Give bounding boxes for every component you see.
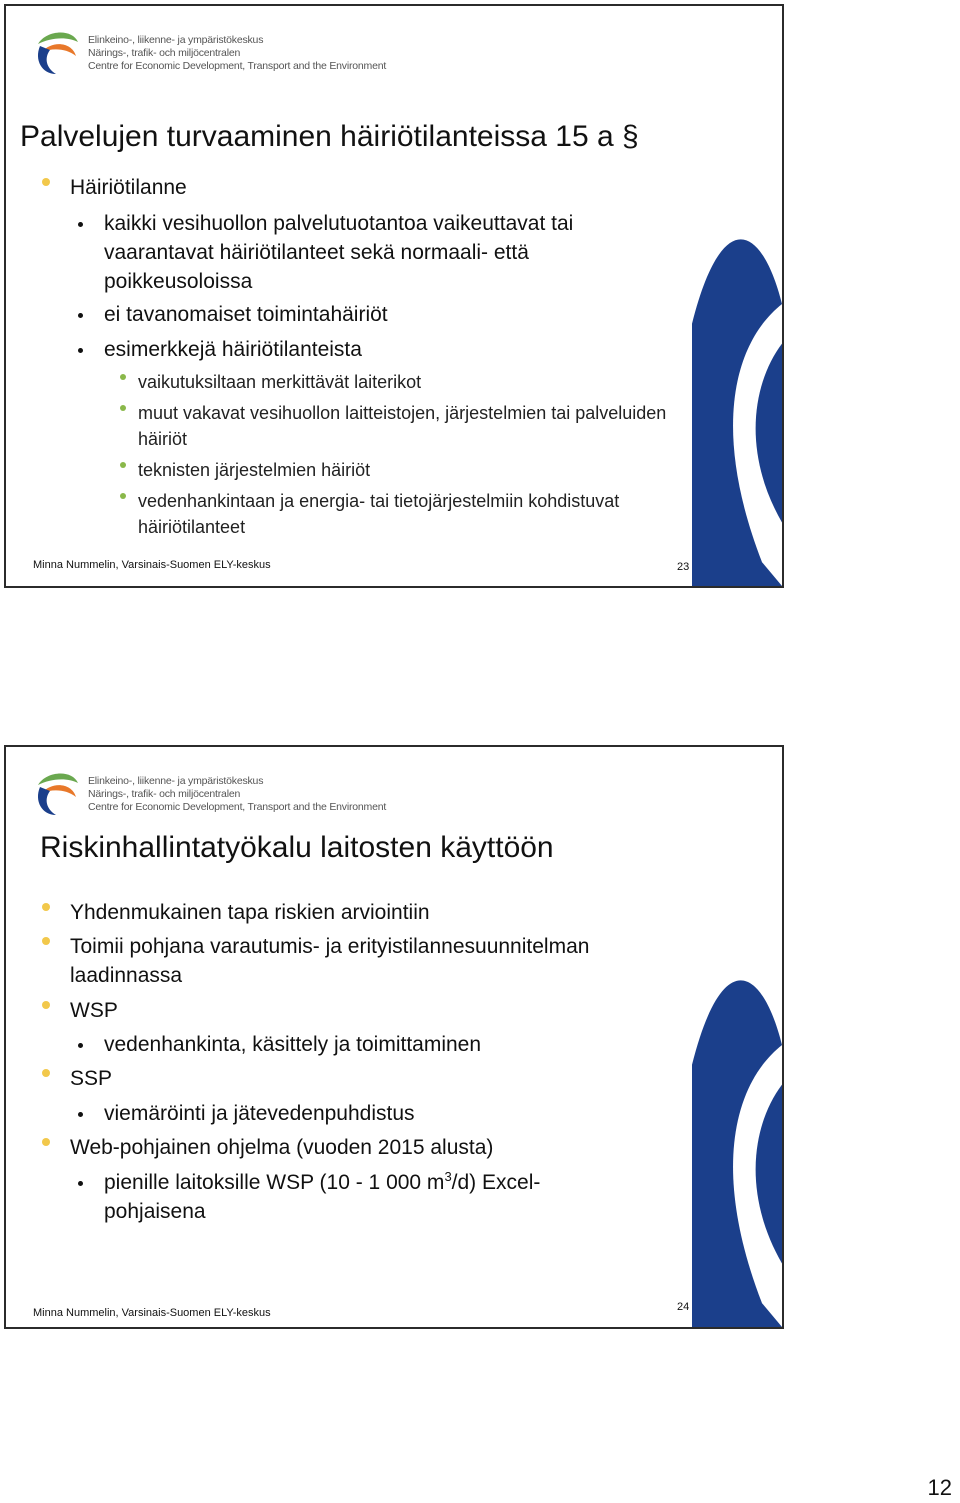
- sub-sub-bullet-item: vaikutuksiltaan merkittävät laiterikot: [138, 372, 422, 392]
- bullet-black-icon: [78, 1112, 83, 1117]
- bullet-black-icon: [78, 1181, 83, 1186]
- bullet-item: WSP: [70, 999, 118, 1022]
- last-item-text-pre: pienille laitoksille WSP (10 - 1 000 m: [104, 1171, 445, 1194]
- sub-sub-bullet-item: muut vakavat vesihuollon laitteistojen, järjestelmien tai palveluiden häiriöt: [138, 403, 667, 449]
- bullet-black-icon: [78, 222, 83, 227]
- ely-logo: [32, 26, 387, 86]
- bullet-green-icon: [120, 493, 126, 499]
- slide-title: Riskinhallintatyökalu laitosten käyttöön: [40, 831, 554, 864]
- bullet-item: Häiriötilanne: [70, 176, 187, 199]
- bullet-item: Toimii pohjana varautumis- ja erityistilannesuunnitelman laadinnassa: [70, 935, 590, 987]
- bullet-yellow-icon: [42, 1069, 50, 1077]
- logo-text-fi: Elinkeino-, liikenne- ja ympäristökeskus: [88, 34, 264, 46]
- logo-text-en: Centre for Economic Development, Transport and the Environment: [88, 801, 387, 813]
- bullet-green-icon: [120, 462, 126, 468]
- last-item-text-post: /d) Excel-pohjaisena: [104, 1171, 541, 1223]
- slide-number: 24: [677, 1301, 690, 1313]
- page-number: 12: [927, 1475, 952, 1500]
- bullet-item: SSP: [70, 1067, 113, 1090]
- bullet-green-icon: [120, 374, 126, 380]
- wave-decoration: [692, 6, 782, 586]
- ely-logo-mark-icon: [32, 767, 82, 817]
- slide-24: [4, 745, 784, 1329]
- sub-bullet-item: esimerkkejä häiriötilanteista: [104, 338, 362, 361]
- slide-footer: Minna Nummelin, Varsinais-Suomen ELY-keskus: [33, 1307, 271, 1319]
- bullet-item: Yhdenmukainen tapa riskien arviointiin: [70, 901, 430, 924]
- bullet-yellow-icon: [42, 1138, 50, 1146]
- slide-footer: Minna Nummelin, Varsinais-Suomen ELY-keskus: [33, 559, 271, 571]
- sub-bullet-item: viemäröinti ja jätevedenpuhdistus: [104, 1102, 415, 1125]
- logo-text-fi: Elinkeino-, liikenne- ja ympäristökeskus: [88, 775, 264, 787]
- bullet-yellow-icon: [42, 903, 50, 911]
- superscript: 3: [444, 1169, 452, 1184]
- sub-bullet-item: [104, 1168, 614, 1226]
- sub-sub-bullet-item: teknisten järjestelmien häiriöt: [138, 460, 371, 480]
- ely-logo: [32, 767, 387, 827]
- bullet-green-icon: [120, 405, 126, 411]
- slide-23: [4, 4, 784, 588]
- bullet-yellow-icon: [42, 1001, 50, 1009]
- bullet-black-icon: [78, 1043, 83, 1048]
- slide-number: 23: [677, 561, 690, 573]
- logo-text-sv: Närings-, trafik- och miljöcentralen: [88, 788, 241, 800]
- bullet-yellow-icon: [42, 178, 50, 186]
- bullet-black-icon: [78, 348, 83, 353]
- slide-title: Palvelujen turvaaminen häiriötilanteissa 15 a §: [20, 120, 639, 153]
- logo-text-en: Centre for Economic Development, Transport and the Environment: [88, 60, 387, 72]
- bullet-item: Web-pohjainen ohjelma (vuoden 2015 alusta): [70, 1136, 494, 1159]
- sub-bullet-item: kaikki vesihuollon palvelutuotantoa vaikeuttavat tai vaarantavat häiriötilanteet sekä normaali- että poikkeusoloissa: [104, 212, 574, 293]
- ely-logo-mark-icon: [32, 26, 82, 76]
- logo-text-sv: Närings-, trafik- och miljöcentralen: [88, 47, 241, 59]
- wave-decoration: [692, 747, 782, 1327]
- sub-bullet-item: ei tavanomaiset toimintahäiriöt: [104, 303, 388, 326]
- sub-bullet-item: vedenhankinta, käsittely ja toimittaminen: [104, 1033, 482, 1056]
- sub-sub-bullet-item: vedenhankintaan ja energia- tai tietojärjestelmiin kohdistuvat häiriötilanteet: [138, 491, 620, 537]
- bullet-yellow-icon: [42, 937, 50, 945]
- bullet-black-icon: [78, 313, 83, 318]
